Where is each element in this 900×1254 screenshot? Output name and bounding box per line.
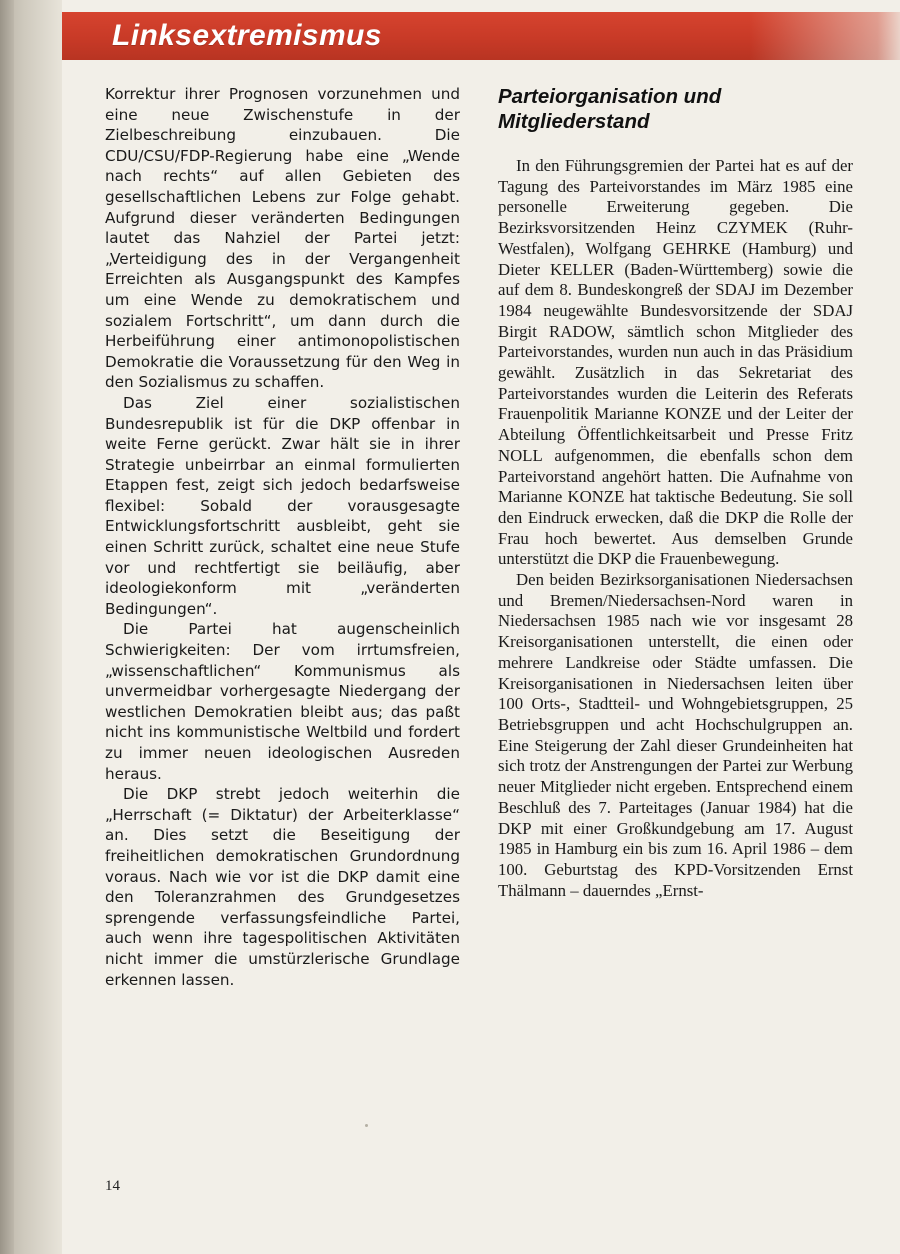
left-column (105, 84, 460, 990)
paragraph: Die Partei hat augenscheinlich Schwierigkeiten: Der vom irrtumsfreien, „wissenschaftlichen“ Kommunismus als unvermeidbar vorhergesagte Niedergang der westlichen Demokratien bleibt aus; das paßt nicht ins kommunistische Weltbild und fordert zu immer neuen ideologischen Ausreden heraus. (105, 620, 460, 783)
section-heading: Parteiorganisation und Mitgliederstand (498, 85, 722, 133)
paragraph: Korrektur ihrer Prognosen vorzunehmen und eine neue Zwischenstufe in der Zielbeschreibung einzubauen. Die CDU/CSU/FDP-Regierung habe eine „Wende nach rechts“ auf allen Gebieten des gesellschaftlichen Lebens zur Folge gehabt. Aufgrund dieser veränderten Bedingungen lautet das Nahziel der Partei jetzt: „Verteidigung des in der Vergangenheit Erreichten als Ausgangspunkt des Kampfes um eine Wende zu demokratischem und sozialem Fortschritt“, um dann durch die Herbeiführung einer antimonopolistischen Demokratie die Voraussetzung für den Weg in den Sozialismus zu schaffen. (105, 85, 460, 392)
page-number: 14 (105, 1178, 120, 1194)
paragraph: Das Ziel einer sozialistischen Bundesrepublik ist für die DKP offenbar in weite Ferne gerückt. Zwar hält sie in ihrer Strategie unbeirrbar an einmal formulierten Etappen fest, zeigt sich jedoch bedarfsweise flexibel: Sobald der vorausgesagte Entwicklungsfortschritt ausbleibt, geht sie einen Schritt zurück, schaltet eine neue Stufe vor und rechtfertigt sie beiläufig, aber ideologiekonform mit „veränderten Bedingungen“. (105, 393, 460, 618)
page-edge-shadow (0, 0, 14, 1254)
right-column (498, 84, 853, 990)
paragraph: In den Führungsgremien der Partei hat es auf der Tagung des Parteivorstandes im März 1985 eine personelle Erweiterung gegeben. Die Bezirksvorsitzenden Heinz CZYMEK (Ruhr-Westfalen), Wolfgang GEHRKE (Hamburg) und Dieter KELLER (Baden-Württemberg) sowie die auf dem 8. Bundeskongreß der SDAJ im Dezember 1984 neugewählte Bundesvorsitzende der SDAJ Birgit RADOW, sämtlich schon Mitglieder des Parteivorstandes, wurden nun auch in das Präsidium gewählt. Zusätzlich in das Sekretariat des Parteivorstandes wurden die Leiterin des Referats Frauenpolitik Marianne KONZE und der Leiter der Abteilung Öffentlichkeitsarbeit und Presse Fritz NOLL aufgenommen, die ebenfalls schon dem Parteivorstand angehört hatten. Die Aufnahme von Marianne KONZE hat taktische Bedeutung. Sie soll den Eindruck erwecken, daß die DKP die Rolle der Frau hoch bewertet. Aus demselben Grunde unterstützt die DKP die Frauenbewegung. (498, 156, 853, 569)
section-banner (62, 12, 900, 60)
text-columns (105, 84, 853, 990)
paragraph: Die DKP strebt jedoch weiterhin die „Herrschaft (= Diktatur) der Arbeiterklasse“ an. Dies setzt die Beseitigung der freiheitlichen demokratischen Grundordnung voraus. Nach wie vor ist die DKP damit eine den Toleranzrahmen des Grundgesetzes sprengende verfassungsfeindliche Partei, auch wenn ihre tagespolitischen Aktivitäten nicht immer die umstürzlerische Grundlage erkennen lassen. (105, 785, 460, 989)
banner-fade-overlay (750, 12, 900, 60)
paragraph: Den beiden Bezirksorganisationen Niedersachsen und Bremen/Niedersachsen-Nord waren in Niedersachsen 1985 nach wie vor insgesamt 28 Kreisorganisationen unterstellt, die einen oder mehrere Landkreise oder Städte umfassen. Die Kreisorganisationen in Niedersachsen leiten über 100 Orts-, Stadtteil- und Wohngebietsgruppen, 25 Betriebsgruppen und acht Hochschulgruppen an. Eine Steigerung der Zahl dieser Grundeinheiten hat sich trotz der Anstrengungen der Partei zur Werbung neuer Mitglieder nicht ergeben. Entsprechend einem Beschluß des 7. Parteitages (Januar 1984) hat die DKP mit einer Großkundgebung am 17. August 1985 in Hamburg ein bis zum 16. April 1986 – dem 100. Geburtstag des KPD-Vorsitzenden Ernst Thälmann – dauerndes „Ernst- (498, 570, 853, 900)
banner-title: Linksextremismus (112, 19, 382, 52)
scan-speck (365, 1124, 368, 1127)
